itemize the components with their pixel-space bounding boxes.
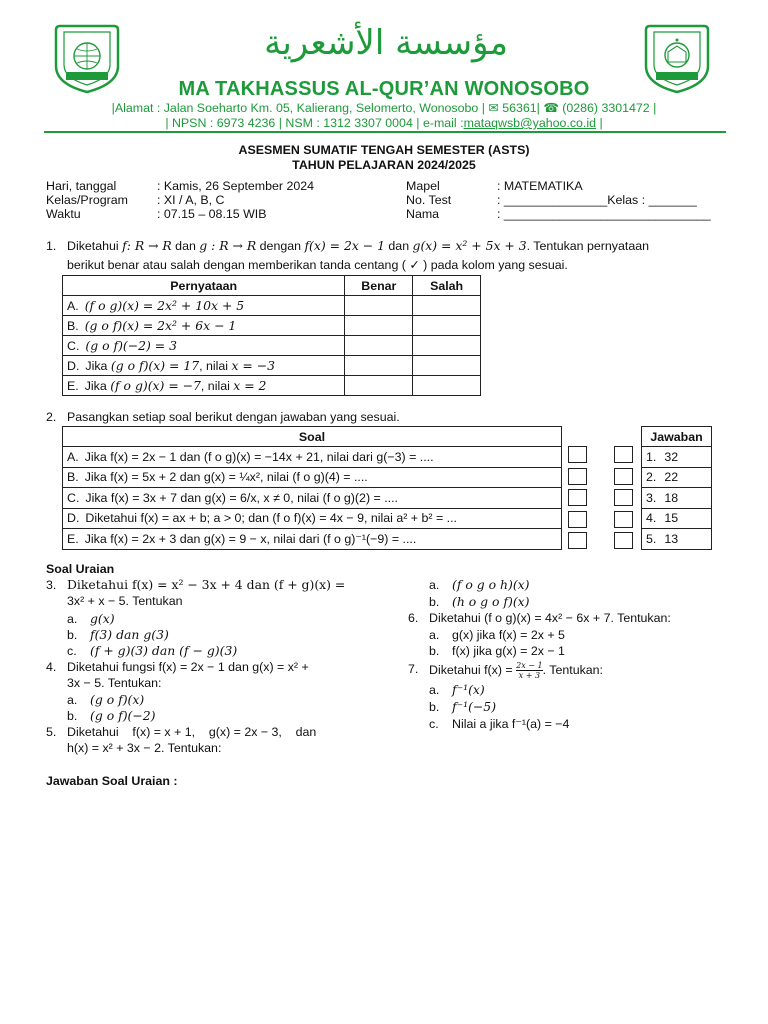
q6-a-letter: a. xyxy=(429,628,440,642)
q4-a-letter: a. xyxy=(67,693,78,707)
q2-answer-cell xyxy=(642,508,712,529)
q1-statement-math: (g o f)(−2) = 3 xyxy=(85,338,178,353)
q7-a-text: f⁻¹(x) xyxy=(452,682,485,697)
q1-statement xyxy=(63,316,345,336)
q1-statement-letter: B. xyxy=(67,319,79,333)
q1-statement xyxy=(63,356,345,376)
address-line-2 xyxy=(0,116,768,130)
q1-false-cell[interactable] xyxy=(413,356,481,376)
q2-answer-number: 4. xyxy=(646,511,657,526)
q3-a-letter: a. xyxy=(67,612,78,626)
q7-a-letter: a. xyxy=(429,683,440,697)
arabic-foundation-name: مؤسسة الأشعرية xyxy=(264,23,508,63)
q1-gx: g(x) = x² + 5x + 3 xyxy=(412,238,527,253)
q2-answer-row xyxy=(642,508,712,529)
q2-soal-cell xyxy=(63,508,562,529)
q1-true-cell[interactable] xyxy=(345,296,413,316)
q1-dengan-text: dengan xyxy=(256,239,305,253)
exam-title: ASESMEN SUMATIF TENGAH SEMESTER (ASTS) xyxy=(238,143,530,157)
q1-statement-math2: x = −3 xyxy=(231,358,275,373)
q1-row xyxy=(63,336,481,356)
q6-number: 6. xyxy=(408,611,419,625)
q2-answer-row xyxy=(642,447,712,468)
info-left-values xyxy=(157,179,314,221)
q2-soal-text: Jika f(x) = 5x + 2 dan g(x) = ¼x², nilai (f o g)(4) = .... xyxy=(84,470,368,485)
q1-intro-line1 xyxy=(67,238,723,254)
q3-c-letter: c. xyxy=(67,644,77,658)
q1-statement-letter: A. xyxy=(67,299,79,313)
q2-answer-body xyxy=(642,447,712,550)
q4-b-letter: b. xyxy=(67,709,78,723)
q3-line2: 3x² + x − 5. Tentukan xyxy=(67,594,183,608)
q5-number: 5. xyxy=(46,725,57,739)
q1-false-cell[interactable] xyxy=(413,336,481,356)
q1-intro-tail: . Tentukan pernyataan xyxy=(526,239,650,253)
address-line-1: |Alamat : Jalan Soeharto Km. 05, Kalierang, Selomerto, Wonosobo | ✉ 56361| ☎ (0286) 3301472 | xyxy=(111,101,657,115)
q2-answer-value: 22 xyxy=(664,470,679,485)
q1-statement-post: , nilai xyxy=(199,359,232,373)
q1-statement-letter: E. xyxy=(67,379,79,393)
q1-statement-math: (g o f)(x) = 17 xyxy=(110,358,200,373)
value-kelas: : XI / A, B, C xyxy=(157,193,225,207)
q2-soal-row xyxy=(63,508,562,529)
q1-col-statement: Pernyataan xyxy=(63,276,345,296)
q1-false-cell[interactable] xyxy=(413,296,481,316)
q2-soal-letter: D. xyxy=(67,511,80,526)
q1-statement-math: (f o g)(x) = 2x² + 10x + 5 xyxy=(84,298,245,313)
q2-answer-number: 5. xyxy=(646,531,657,546)
q2-soal-table xyxy=(62,426,562,550)
q3-number: 3. xyxy=(46,578,57,592)
q1-statement xyxy=(63,336,345,356)
value-waktu: : 07.15 – 08.15 WIB xyxy=(157,207,267,221)
exam-year: TAHUN PELAJARAN 2024/2025 xyxy=(292,158,476,172)
q1-statement xyxy=(63,376,345,396)
q3-b-letter: b. xyxy=(67,628,78,642)
q2-soal-cell xyxy=(63,467,562,488)
q4-b-text: (g o f)(−2) xyxy=(90,708,156,723)
label-waktu: Waktu xyxy=(46,207,81,221)
q1-g-map: : R → R xyxy=(207,238,257,253)
q1-intro-text: Diketahui xyxy=(67,239,123,253)
q2-soal-match-box[interactable] xyxy=(568,468,587,485)
q3-c-text: (f + g)(3) dan (f − g)(3) xyxy=(90,643,238,658)
label-hari: Hari, tanggal xyxy=(46,179,117,193)
q2-soal-match-box[interactable] xyxy=(568,532,587,549)
q2-soal-match-box[interactable] xyxy=(568,511,587,528)
q1-statement-letter: C. xyxy=(67,339,80,353)
q5-b-text: (h o g o f)(x) xyxy=(452,594,530,609)
q1-true-cell[interactable] xyxy=(345,376,413,396)
q5-line1: Diketahui f(x) = x + 1, g(x) = 2x − 3, dan xyxy=(67,725,317,739)
q2-answer-cell xyxy=(642,529,712,550)
q2-soal-text: Jika f(x) = 3x + 7 dan g(x) = 6/x, x ≠ 0, nilai (f o g)(2) = .... xyxy=(85,490,398,505)
q6-a-text: g(x) jika f(x) = 2x + 5 xyxy=(452,628,565,642)
field-nama[interactable]: : ______________________________ xyxy=(497,207,711,221)
q2-soal-cell xyxy=(63,529,562,550)
q3-a-text: g(x) xyxy=(90,611,115,626)
q1-col-true: Benar xyxy=(345,276,413,296)
q7-b-letter: b. xyxy=(429,700,440,714)
value-mapel: : MATEMATIKA xyxy=(497,179,583,193)
q1-false-cell[interactable] xyxy=(413,376,481,396)
q1-number: 1. xyxy=(46,239,57,253)
q2-answer-cell xyxy=(642,467,712,488)
q1-statement xyxy=(63,296,345,316)
q2-answer-value: 32 xyxy=(664,449,679,464)
q5-b-letter: b. xyxy=(429,595,440,609)
q1-statement-pre: Jika xyxy=(85,359,111,373)
q2-col-jawaban: Jawaban xyxy=(642,427,712,447)
q7-line1 xyxy=(429,661,603,680)
q7-b-text: f⁻¹(−5) xyxy=(452,699,497,714)
q2-answer-number: 1. xyxy=(646,449,657,464)
q1-true-cell[interactable] xyxy=(345,336,413,356)
field-notest[interactable]: : _______________Kelas : _______ xyxy=(497,193,697,207)
q1-fx: f(x) = 2x − 1 xyxy=(304,238,385,253)
label-notest: No. Test xyxy=(406,193,452,207)
q2-answer-row xyxy=(642,467,712,488)
q2-number: 2. xyxy=(46,410,57,424)
q1-row xyxy=(63,376,481,396)
q2-soal-letter: A. xyxy=(67,449,79,464)
q1-row xyxy=(63,356,481,376)
q1-table xyxy=(62,275,481,396)
q2-answer-value: 15 xyxy=(664,511,679,526)
q1-statement-math2: x = 2 xyxy=(233,378,267,393)
q4-a-text: (g o f)(x) xyxy=(90,692,145,707)
q2-soal-letter: E. xyxy=(67,532,79,547)
q2-answer-number: 2. xyxy=(646,470,657,485)
q2-soal-cell xyxy=(63,488,562,509)
q1-statement-letter: D. xyxy=(67,359,80,373)
q7-number: 7. xyxy=(408,662,419,676)
q1-statement-post: , nilai xyxy=(200,379,234,393)
q2-soal-match-box[interactable] xyxy=(568,489,587,506)
q1-f-map: : R → R xyxy=(126,238,172,253)
q1-row xyxy=(63,296,481,316)
q7-line1-pre: Diketahui f(x) = xyxy=(429,662,517,677)
q1-g-symbol: g xyxy=(199,238,208,253)
info-left-labels xyxy=(46,179,128,221)
q1-statement-pre: Jika xyxy=(84,379,111,393)
q4-line2: 3x − 5. Tentukan: xyxy=(67,676,162,690)
q1-col-false: Salah xyxy=(413,276,481,296)
q2-answer-row xyxy=(642,529,712,550)
q3-line1: Diketahui f(x) = x² − 3x + 4 dan (f + g)(x) = xyxy=(67,577,346,592)
q1-table-body xyxy=(63,296,481,396)
q2-answer-number: 3. xyxy=(646,490,657,505)
q7-fraction-numerator: 2x − 1 xyxy=(516,661,543,670)
q2-soal-text: Jika f(x) = 2x + 3 dan g(x) = 9 − x, nilai dari (f o g)⁻¹(−9) = .... xyxy=(84,532,417,547)
q4-number: 4. xyxy=(46,660,57,674)
q1-true-cell[interactable] xyxy=(345,356,413,376)
school-name: MA TAKHASSUS AL-QUR’AN WONOSOBO xyxy=(178,78,590,100)
label-mapel: Mapel xyxy=(406,179,440,193)
q2-soal-match-box[interactable] xyxy=(568,446,587,463)
q2-soal-row xyxy=(63,447,562,468)
q5-line2: h(x) = x² + 3x − 2. Tentukan: xyxy=(67,741,222,755)
q2-soal-row xyxy=(63,488,562,509)
label-kelas: Kelas/Program xyxy=(46,193,128,207)
q6-line1: Diketahui (f o g)(x) = 4x² − 6x + 7. Tentukan: xyxy=(429,611,671,625)
q2-answer-match-box[interactable] xyxy=(614,489,633,506)
uraian-heading: Soal Uraian xyxy=(46,562,115,576)
q1-intro-line2: berikut benar atau salah dengan memberikan tanda centang ( ✓ ) pada kolom yang sesuai. xyxy=(67,258,568,272)
q7-c-letter: c. xyxy=(429,717,439,731)
info-right-labels xyxy=(406,179,451,221)
q2-answer-match-box[interactable] xyxy=(614,468,633,485)
q1-true-cell[interactable] xyxy=(345,316,413,336)
q2-answer-row xyxy=(642,488,712,509)
q6-b-letter: b. xyxy=(429,644,440,658)
q5-a-text: (f o g o h)(x) xyxy=(452,577,530,592)
email-link[interactable]: mataqwsb@yahoo.co.id xyxy=(463,116,597,130)
info-right-values xyxy=(497,179,711,221)
q1-f-symbol: f xyxy=(122,238,127,253)
q2-soal-text: Jika f(x) = 2x − 1 dan (f o g)(x) = −14x + 21, nilai dari g(−3) = .... xyxy=(84,449,434,464)
q4-line1: Diketahui fungsi f(x) = 2x − 1 dan g(x) = x² + xyxy=(67,660,309,674)
q1-statement-math: (f o g)(x) = −7 xyxy=(110,378,201,393)
q2-answer-match-box[interactable] xyxy=(614,511,633,528)
answer-section-heading: Jawaban Soal Uraian : xyxy=(46,774,178,788)
q2-intro: Pasangkan setiap soal berikut dengan jawaban yang sesuai. xyxy=(67,410,400,424)
q2-soal-row xyxy=(63,529,562,550)
q2-soal-row xyxy=(63,467,562,488)
address-line-2-text: | NPSN : 6973 4236 | NSM : 1312 3307 0004 | e-mail : xyxy=(165,116,464,130)
q2-answer-table xyxy=(641,426,712,550)
address-line-2-end: | xyxy=(596,116,603,130)
q2-answer-cell xyxy=(642,488,712,509)
q2-answer-match-box[interactable] xyxy=(614,446,633,463)
q5-a-letter: a. xyxy=(429,578,440,592)
q6-b-text: f(x) jika g(x) = 2x − 1 xyxy=(452,644,565,658)
q1-statement-math: (g o f)(x) = 2x² + 6x − 1 xyxy=(84,318,237,333)
q1-and-text: dan xyxy=(171,239,200,253)
q3-b-text: f(3) dan g(3) xyxy=(90,627,169,642)
q2-answer-match-box[interactable] xyxy=(614,532,633,549)
q1-and2-text: dan xyxy=(384,239,413,253)
q1-false-cell[interactable] xyxy=(413,316,481,336)
q2-answer-value: 13 xyxy=(664,531,679,546)
q2-col-soal: Soal xyxy=(63,427,562,447)
q2-answer-header xyxy=(642,427,712,447)
q7-line1-post: . Tentukan: xyxy=(542,662,604,677)
q7-fraction xyxy=(516,661,542,680)
q7-c-text: Nilai a jika f⁻¹(a) = −4 xyxy=(452,717,570,731)
q1-row xyxy=(63,316,481,336)
q2-answer-value: 18 xyxy=(664,490,679,505)
q2-soal-body xyxy=(63,447,562,550)
q2-soal-text: Diketahui f(x) = ax + b; a > 0; dan (f o f)(x) = 4x − 9, nilai a² + b² = ... xyxy=(85,511,457,526)
q2-answer-cell xyxy=(642,447,712,468)
q1-table-header xyxy=(63,276,481,296)
label-nama: Nama xyxy=(406,207,440,221)
q2-soal-letter: B. xyxy=(67,470,79,485)
header-divider xyxy=(44,131,726,133)
q2-soal-cell xyxy=(63,447,562,468)
q2-soal-letter: C. xyxy=(67,490,80,505)
value-hari: : Kamis, 26 September 2024 xyxy=(157,179,315,193)
q2-soal-header xyxy=(63,427,562,447)
q7-fraction-denominator: x + 3 xyxy=(518,671,541,680)
